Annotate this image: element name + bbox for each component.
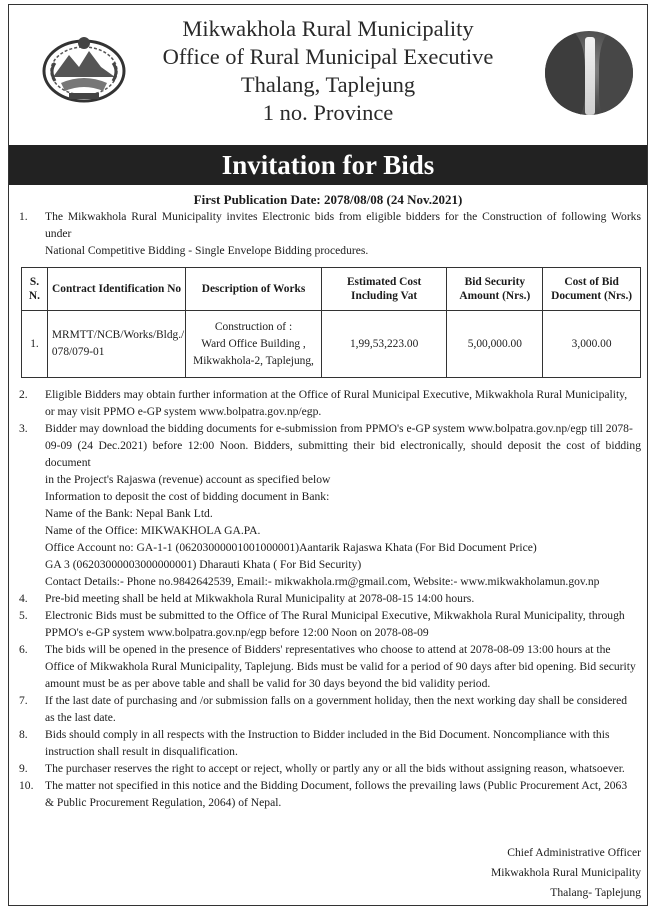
clause-text-line: The matter not specified in this notice and the Bidding Document, follows the prevailing laws (Public Procurement Act, 2063 (45, 779, 628, 792)
cell-sn: 1. (22, 311, 48, 378)
clause-text-line: Bidder may download the bidding documents for e-submission from PPMO's e-GP system www.bolpatra.gov.np/egp till 2078- (45, 422, 633, 435)
clause-number: 9. (19, 762, 28, 775)
header-estimated-cost: Estimated Cost Including Vat (321, 268, 447, 311)
header (9, 5, 647, 139)
clause-3 (9, 420, 647, 590)
clause-number: 7. (19, 694, 28, 707)
clause-4 (9, 590, 647, 607)
clause-text-line: & Public Procurement Regulation, 2064) of Nepal. (45, 796, 282, 809)
clause-text-line: PPMO's e-GP system www.bolpatra.gov.np/egp before 12:00 Noon on 2078-08-09 (45, 626, 429, 639)
office-location: Thalang, Taplejung (240, 72, 416, 97)
clause-text-line: The bids will be opened in the presence of Bidders' representatives who choose to attend at 2078-08-09 13:00 hours at the (45, 643, 611, 656)
office-name-line: Name of the Office: MIKWAKHOLA GA.PA. (45, 524, 261, 537)
signature-block (491, 843, 641, 903)
clause-text-line: Electronic Bids must be submitted to the Office of The Rural Municipal Executive, Mikwakhola Rural Municipality, through (45, 609, 625, 622)
cell-contract-id (47, 311, 185, 378)
clause-text-line: instruction shall result in disqualification. (45, 745, 238, 758)
header-doc-cost: Cost of Bid Document (Nrs.) (543, 268, 641, 311)
account-line: Office Account no: GA-1-1 (06203000001001000001)Aantarik Rajaswa Khata (For Bid Document Price) (45, 541, 537, 554)
clause-text-line: Pre-bid meeting shall be held at Mikwakhola Rural Municipality at 2078-08-15 14:00 hours. (45, 592, 475, 605)
clause-2 (9, 386, 647, 420)
clause-8 (9, 726, 647, 760)
bids-table (21, 267, 641, 378)
clause-5 (9, 607, 647, 641)
province-name: 1 no. Province (262, 100, 394, 125)
clause-text-line: Eligible Bidders may obtain further information at the Office of Rural Municipal Executive, Mikwakhola Rural Municipality, (45, 388, 628, 401)
clause-text-line: If the last date of purchasing and /or submission falls on a government holiday, then the next working day shall be considered (45, 694, 628, 707)
municipality-name: Mikwakhola Rural Municipality (182, 16, 474, 41)
publication-date: First Publication Date: 2078/08/08 (24 Nov.2021) (193, 192, 463, 207)
signatory-location: Thalang- Taplejung (550, 886, 641, 899)
clause-number: 2. (19, 388, 28, 401)
header-sn: S. N. (22, 268, 48, 311)
table-header-row (22, 268, 641, 311)
cell-estimated-cost: 1,99,53,223.00 (321, 311, 447, 378)
account-line: GA 3 (06203000003000000001) Dharauti Khata ( For Bid Security) (45, 558, 362, 571)
signatory-title: Chief Administrative Officer (507, 846, 641, 859)
header-contract-id: Contract Identification No (47, 268, 185, 311)
clause-text-line: in the Project's Rajaswa (revenue) account as specified below (45, 473, 331, 486)
clause-text-line: Bids should comply in all respects with the Instruction to Bidder included in the Bid Document. Noncompliance with this (45, 728, 610, 741)
clause-number: 10. (19, 779, 34, 792)
contract-id-line: 078/079-01 (51, 346, 105, 358)
clause-number: 5. (19, 609, 28, 622)
bank-info-heading: Information to deposit the cost of bidding document in Bank: (45, 490, 330, 503)
clause-9 (9, 760, 647, 777)
notice-page (8, 4, 648, 906)
clause-text-line: The Mikwakhola Rural Municipality invites Electronic bids from eligible bidders for the Construction of following Works under (45, 210, 641, 240)
header-description: Description of Works (186, 268, 322, 311)
clause-number: 4. (19, 592, 28, 605)
table-row (22, 311, 641, 378)
header-bid-security: Bid Security Amount (Nrs.) (447, 268, 543, 311)
cell-bid-security: 5,00,000.00 (447, 311, 543, 378)
bank-name: Name of the Bank: Nepal Bank Ltd. (45, 507, 213, 520)
clause-1 (9, 208, 647, 259)
clause-number: 1. (19, 210, 28, 223)
waterfall-photo (545, 31, 633, 115)
notice-title: Invitation for Bids (9, 145, 647, 185)
clause-text-line: amount must be as per above table and shall be valid for 30 days beyond the bid validity period. (45, 677, 491, 690)
clause-number: 8. (19, 728, 28, 741)
clause-10 (9, 777, 647, 811)
description-line: Mikwakhola-2, Taplejung, (193, 354, 314, 367)
clause-text-line: or may visit PPMO e-GP system www.bolpatra.gov.np/egp. (45, 405, 322, 418)
office-name: Office of Rural Municipal Executive (162, 44, 494, 69)
cell-description (186, 311, 322, 378)
clause-text-line: Office of Mikwakhola Rural Municipality, Taplejung. Bids must be valid for a period of 90 days after bid opening. Bid security (45, 660, 636, 673)
government-emblem-logo (39, 33, 129, 105)
contact-details: Contact Details:- Phone no.9842642539, Email:- mikwakhola.rm@gmail.com, Website:- www.mikwakholamun.gov.np (45, 575, 600, 588)
description-line: Ward Office Building , (201, 337, 306, 350)
cell-doc-cost: 3,000.00 (543, 311, 641, 378)
signatory-municipality: Mikwakhola Rural Municipality (490, 866, 641, 879)
clause-text-line: 09-09 (24 Dec.2021) before 12:00 Noon. Bidders, submitting their bid electronically, should deposit the cost of bidding document (45, 439, 641, 469)
clause-number: 3. (19, 422, 28, 435)
clause-6 (9, 641, 647, 692)
clause-text-line: The purchaser reserves the right to accept or reject, wholly or partly any or all the bids without assigning reason, whatsoever. (45, 762, 625, 775)
description-line: Construction of : (214, 320, 293, 333)
contract-id-line: MRMTT/NCB/Works/Bldg./ (51, 329, 185, 341)
clause-number: 6. (19, 643, 28, 656)
clause-text-line: National Competitive Bidding - Single Envelope Bidding procedures. (45, 244, 369, 257)
clause-text-line: as the last date. (45, 711, 116, 724)
clause-7 (9, 692, 647, 726)
